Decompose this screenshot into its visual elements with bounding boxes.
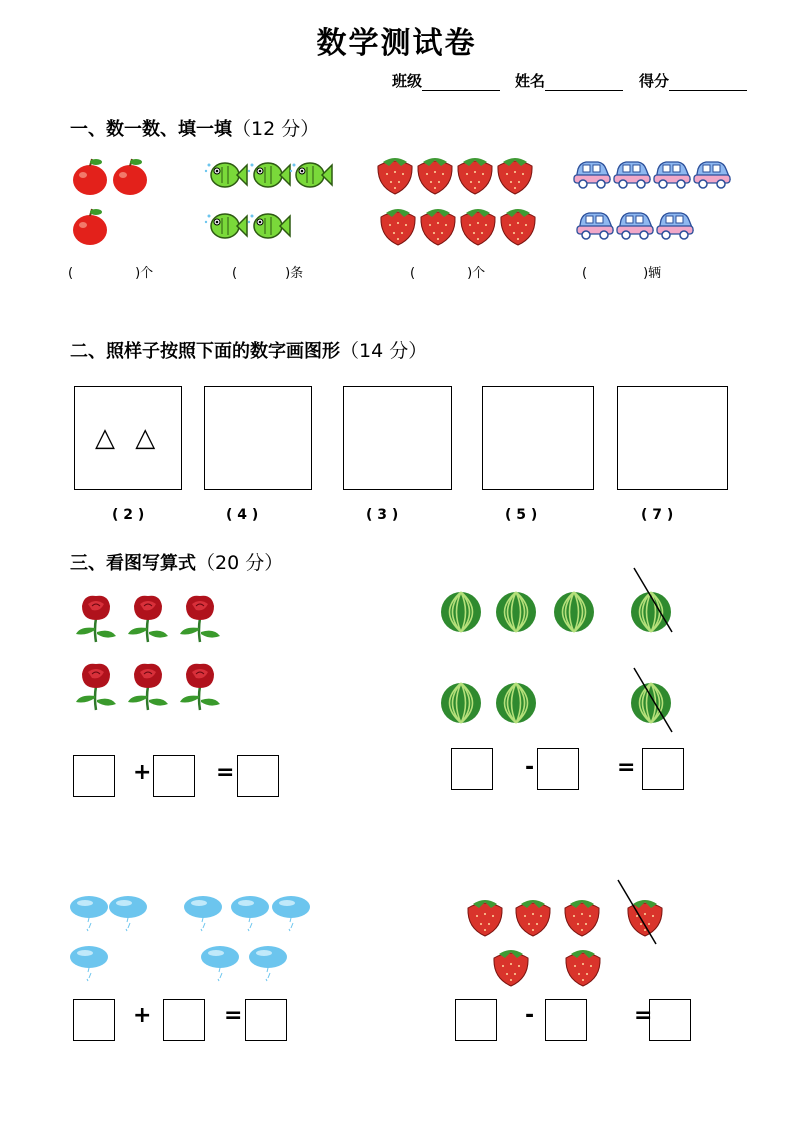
name-label: 姓名 xyxy=(515,72,546,90)
equals-sign: = xyxy=(224,1003,243,1028)
melon-answer-box-2[interactable] xyxy=(537,748,579,790)
balloon-icon xyxy=(70,946,108,981)
strawberry-icon xyxy=(494,950,528,986)
score-label: 得分 xyxy=(639,72,670,90)
rose-answer-box-2[interactable] xyxy=(153,755,195,797)
minus-sign: - xyxy=(525,755,535,780)
minus-sign: - xyxy=(525,1003,535,1028)
balloon-icon xyxy=(249,946,287,981)
section1-points: （12 分） xyxy=(232,118,320,140)
answer-strawberries[interactable]: ( )个 xyxy=(410,266,486,281)
balloon-icon xyxy=(272,896,310,931)
strawberry-answer-box-1[interactable] xyxy=(455,999,497,1041)
box-number-4: ( 5 ) xyxy=(505,507,538,523)
balloon-icon xyxy=(109,896,147,931)
example-triangles: △ △ xyxy=(95,423,162,453)
answer-cars[interactable]: ( )辆 xyxy=(582,266,662,281)
balloon-icon xyxy=(201,946,239,981)
answer-apples[interactable]: ( )个 xyxy=(68,266,154,281)
plus-sign: + xyxy=(133,1003,152,1028)
equals-sign: = xyxy=(617,755,636,780)
box-number-1: ( 2 ) xyxy=(112,507,145,523)
balloon-answer-box-1[interactable] xyxy=(73,999,115,1041)
box-number-2: ( 4 ) xyxy=(226,507,259,523)
strawberry-icon xyxy=(565,900,599,936)
answer-fish[interactable]: ( )条 xyxy=(232,266,304,281)
rose-icon xyxy=(180,596,220,642)
balloon-icon xyxy=(184,896,222,931)
watermelon-icon xyxy=(631,683,671,723)
rose-icon xyxy=(128,664,168,710)
page-title: 数学测试卷 xyxy=(316,26,477,61)
section2-points: （14 分） xyxy=(340,340,428,362)
section2-title: 二、照样子按照下面的数字画图形 xyxy=(70,341,340,362)
strawberry-answer-box-3[interactable] xyxy=(649,999,691,1041)
balloon-answer-box-3[interactable] xyxy=(245,999,287,1041)
equals-sign: = xyxy=(634,1003,653,1028)
class-label: 班级 xyxy=(392,72,423,90)
strawberry-icon xyxy=(468,900,502,936)
rose-icon xyxy=(128,596,168,642)
plus-sign: + xyxy=(133,760,152,785)
watermelon-icon xyxy=(441,592,481,632)
melon-answer-box-3[interactable] xyxy=(642,748,684,790)
watermelon-icon xyxy=(441,683,481,723)
strawberry-icon xyxy=(516,900,550,936)
balloon-answer-box-2[interactable] xyxy=(163,999,205,1041)
watermelon-icon xyxy=(496,592,536,632)
rose-icon xyxy=(180,664,220,710)
strawberry-icon xyxy=(566,950,600,986)
watermelon-icon xyxy=(554,592,594,632)
strawberry-answer-box-2[interactable] xyxy=(545,999,587,1041)
equals-sign: = xyxy=(216,760,235,785)
melon-answer-box-1[interactable] xyxy=(451,748,493,790)
watermelon-icon xyxy=(496,683,536,723)
balloon-icon xyxy=(70,896,108,931)
section1-title: 一、数一数、填一填 xyxy=(70,119,232,140)
rose-icon xyxy=(76,664,116,710)
rose-icon xyxy=(76,596,116,642)
box-number-5: ( 7 ) xyxy=(641,507,674,523)
rose-answer-box-3[interactable] xyxy=(237,755,279,797)
box-number-3: ( 3 ) xyxy=(366,507,399,523)
section3-points: （20 分） xyxy=(196,552,284,574)
rose-answer-box-1[interactable] xyxy=(73,755,115,797)
section3-title: 三、看图写算式 xyxy=(70,553,196,574)
balloon-icon xyxy=(231,896,269,931)
